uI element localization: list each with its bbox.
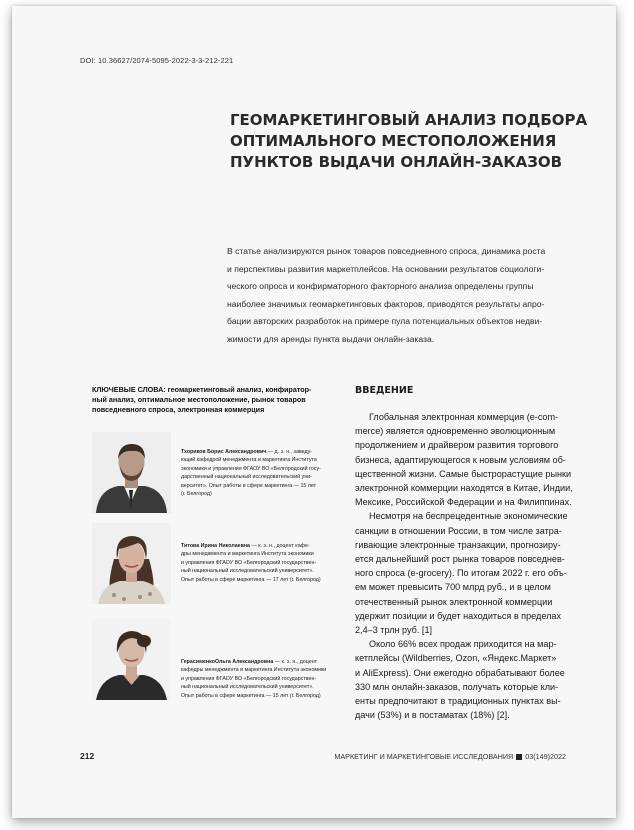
abstract-line: и перспективы развития маркетплейсов. На основании результатов социологи- bbox=[227, 263, 545, 274]
author-bio bbox=[181, 448, 343, 498]
bio-line: ный национальный исследовательский университет». bbox=[181, 568, 314, 575]
author-photo bbox=[92, 523, 171, 604]
bio-line: — к. э. н., доцент bbox=[273, 659, 318, 665]
bio-line: Опыт работы в сфере маркетинга — 15 лет (г. Белгород) bbox=[181, 692, 321, 699]
abstract bbox=[227, 243, 599, 349]
bio-line: ющий кафедрой менеджмента и маркетинга Института bbox=[181, 457, 317, 464]
author-name: Тхориков Борис Александрович bbox=[181, 449, 267, 455]
author-name: Титова Ирина Николаевна bbox=[181, 543, 250, 549]
abstract-line: жимости для аренды пункта выдачи онлайн-заказа. bbox=[227, 333, 435, 344]
bio-line: экономики и управления ФГАОУ ВО «Белгородский госу- bbox=[181, 465, 321, 472]
bio-line: и управления ФГАОУ ВО «Белгородский государствен- bbox=[181, 559, 317, 566]
bio-line: — д. э. н., заведу- bbox=[266, 449, 313, 455]
author-bio bbox=[181, 658, 343, 700]
bio-line: — к. э. н., доцент кафе- bbox=[250, 543, 310, 549]
abstract-line: наиболее значимых геомаркетинговых факторов, приводятся результаты апро- bbox=[227, 298, 545, 309]
body-line: енты предпочитают в традиционных пунктах вы- bbox=[355, 696, 561, 707]
abstract-line: ческого опроса и конфирматорного факторного анализа определены группы bbox=[227, 281, 534, 292]
body-line: 2,4–3 трлн руб. [1] bbox=[355, 625, 433, 636]
article-title bbox=[230, 110, 610, 173]
title-line: ОПТИМАЛЬНОГО МЕСТОПОЛОЖЕНИЯ bbox=[230, 132, 557, 150]
body-line: кетплейсы (Wildberries, Ozon, «Яндекс.Маркет» bbox=[355, 653, 557, 664]
bio-line: ный национальный исследовательский университет». bbox=[181, 684, 314, 691]
body-line: ем может превысить 700 млрд руб., и в целом bbox=[355, 582, 551, 593]
body-line: ного спроса (e-grocery). По итогам 2022 г. его объ- bbox=[355, 568, 567, 579]
body-line: продолжением и драйвером развития торгового bbox=[355, 440, 559, 451]
abstract-line: В статье анализируются рынок товаров повседневного спроса, динамика роста bbox=[227, 246, 546, 256]
title-line: ПУНКТОВ ВЫДАЧИ ОНЛАЙН-ЗАКАЗОВ bbox=[230, 153, 563, 171]
abstract-line: бации авторских разработок на примере пула потенциальных объектов недви- bbox=[227, 316, 543, 327]
journal-page bbox=[12, 6, 616, 818]
bio-line: (г. Белгород) bbox=[181, 491, 212, 498]
page-number: 212 bbox=[80, 751, 95, 761]
body-text bbox=[355, 410, 605, 722]
author-card bbox=[92, 619, 347, 701]
doi-line: DOI: 10.36627/2074-5095-2022-3-3-212-221 bbox=[80, 56, 234, 65]
author-bio bbox=[181, 542, 343, 584]
body-line: merce) является одновременно эволюционным bbox=[355, 426, 556, 437]
body-line: гивающие электронные транзакции, прогнозиру- bbox=[355, 539, 561, 550]
body-line: и AliExpress). Они ежегодно обрабатывают более bbox=[355, 667, 565, 678]
journal-footer bbox=[334, 752, 566, 761]
body-line: 330 млн онлайн-заказов, получать которые кли- bbox=[355, 681, 559, 692]
body-line: Несмотря на беспрецедентные экономические bbox=[369, 511, 568, 522]
square-bullet-icon bbox=[516, 754, 522, 760]
body-line: электронной коммерции находятся в Китае, Индии, bbox=[355, 483, 573, 494]
body-line: Мексике, Российской Федерации и на Филиппинах. bbox=[355, 497, 572, 508]
body-line: удержит позиции и будет находиться в пределах bbox=[355, 610, 561, 621]
journal-issue: 03(149)2022 bbox=[525, 752, 566, 761]
section-heading: ВВЕДЕНИЕ bbox=[355, 385, 414, 396]
keywords-line: повседневного спроса, электронная коммерция bbox=[92, 405, 265, 414]
keywords-line: ный анализ, оптимальное местоположение, рынок товаров bbox=[92, 395, 306, 404]
body-line: щественной жизни. Самые быстрорастущие рынки bbox=[355, 468, 572, 479]
journal-name: МАРКЕТИНГ И МАРКЕТИНГОВЫЕ ИССЛЕДОВАНИЯ bbox=[334, 752, 514, 761]
bio-line: кафедры менеджмента и маркетинга Института экономики bbox=[181, 667, 327, 674]
body-line: Глобальная электронная коммерция (e-com- bbox=[369, 412, 559, 422]
body-line: ется дальнейший рост рынка товаров повседнев- bbox=[355, 554, 565, 565]
bio-line: дарственный национальный исследовательский уни- bbox=[181, 474, 312, 481]
author-photo bbox=[92, 432, 171, 513]
bio-line: верситет». Опыт работы в сфере маркетинга — 15 лет bbox=[181, 482, 317, 489]
body-line: дачи (53%) и в постаматах (18%) [2]. bbox=[355, 710, 510, 721]
body-line: отечественный рынок электронной коммерции bbox=[355, 596, 553, 607]
bio-line: Опыт работы в сфере маркетинга — 17 лет (г. Белгород) bbox=[181, 576, 321, 583]
bio-line: и управления ФГАОУ ВО «Белгородский государствен- bbox=[181, 675, 317, 682]
author-photo bbox=[92, 619, 171, 700]
author-card bbox=[92, 432, 347, 514]
author-card bbox=[92, 523, 347, 605]
body-line: санкции в отношении России, в том числе затра- bbox=[355, 525, 562, 536]
keywords bbox=[92, 385, 342, 415]
body-line: бизнеса, адаптирующегося к новым условиям об- bbox=[355, 454, 566, 465]
bio-line: дры менеджмента и маркетинга Института экономики bbox=[181, 551, 314, 558]
keywords-line: КЛЮЧЕВЫЕ СЛОВА: геомаркетинговый анализ, конфиратор- bbox=[92, 385, 312, 394]
title-line: ГЕОМАРКЕТИНГОВЫЙ АНАЛИЗ ПОДБОРА bbox=[230, 111, 588, 129]
body-line: Около 66% всех продаж приходится на мар- bbox=[369, 639, 557, 650]
author-name: ГерасименкоОльга Александровна bbox=[181, 659, 274, 665]
